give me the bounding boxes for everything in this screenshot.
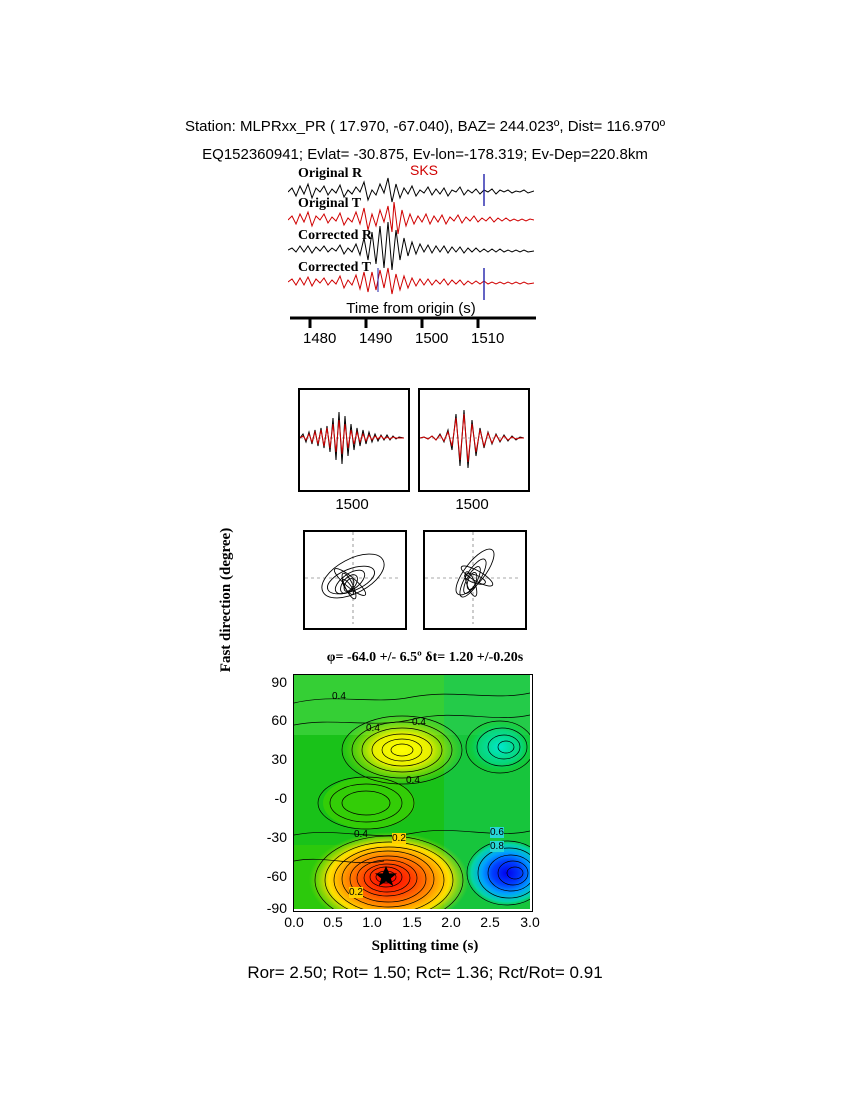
particle-motion-corrected [423,530,527,630]
x-tick-2.5: 2.5 [480,914,500,930]
x-tick-0.0: 0.0 [284,914,304,930]
y-tick--90: -90 [266,900,287,916]
x-axis-label: Splitting time (s) [371,938,479,954]
header-line-1: Station: MLPRxx_PR ( 17.970, -67.040), BAZ= 244.023º, Dist= 116.970º [184,118,666,135]
contour-label-7: 0.2 [349,887,363,898]
time-tick-1480: 1480 [303,330,337,347]
box2-tick-label: 1500 [455,496,489,513]
y-tick-30: 30 [271,751,287,767]
time-tick-1510: 1510 [471,330,505,347]
y-tick-0: -0 [274,790,287,806]
x-tick-2.0: 2.0 [441,914,461,930]
y-tick--60: -60 [266,868,287,884]
error-surface-heatmap [293,674,533,912]
contour-label-4: 0.4 [406,775,420,786]
contour-label-6: 0.2 [392,833,406,844]
x-tick-1.5: 1.5 [402,914,422,930]
y-axis-label: Fast direction (degree) [218,527,234,673]
waveform-panel [288,162,534,306]
header-line-2: EQ152360941; Evlat= -30.875, Ev-lon=-178.319; Ev-Dep=220.8km [202,146,648,163]
uncorrected-waveform-box [298,388,410,492]
x-tick-1.0: 1.0 [362,914,382,930]
phase-label-sks: SKS [410,162,439,178]
trace-label-original-t: Original T [298,196,362,211]
time-tick-1500: 1500 [415,330,449,347]
time-axis-label: Time from origin (s) [346,300,476,317]
contour-label-1: 0.4 [332,691,346,702]
contour-label-8: 0.6 [490,827,504,838]
time-tick-labels [258,330,568,352]
corrected-waveform-box [418,388,530,492]
contour-label-2: 0.4 [366,723,380,734]
y-tick-60: 60 [271,712,287,728]
x-tick-0.5: 0.5 [323,914,343,930]
y-tick--30: -30 [266,829,287,845]
contour-label-5: 0.4 [354,829,368,840]
footer-stats: Ror= 2.50; Rot= 1.50; Rct= 1.36; Rct/Rot= 0.91 [247,963,603,982]
splitting-result-title: φ= -64.0 +/- 6.5º δt= 1.20 +/-0.20s [326,650,524,665]
trace-label-original-r: Original R [298,166,363,181]
x-tick-3.0: 3.0 [520,914,540,930]
y-tick-90: 90 [271,674,287,690]
particle-motion-uncorrected [303,530,407,630]
trace-label-corrected-t: Corrected T [298,260,371,275]
time-axis [288,312,538,332]
contour-label-3: 0.4 [412,717,426,728]
contour-label-9: 0.8 [490,841,504,852]
box1-tick-label: 1500 [335,496,369,513]
time-tick-1490: 1490 [359,330,393,347]
trace-label-corrected-r: Corrected R [298,228,372,243]
